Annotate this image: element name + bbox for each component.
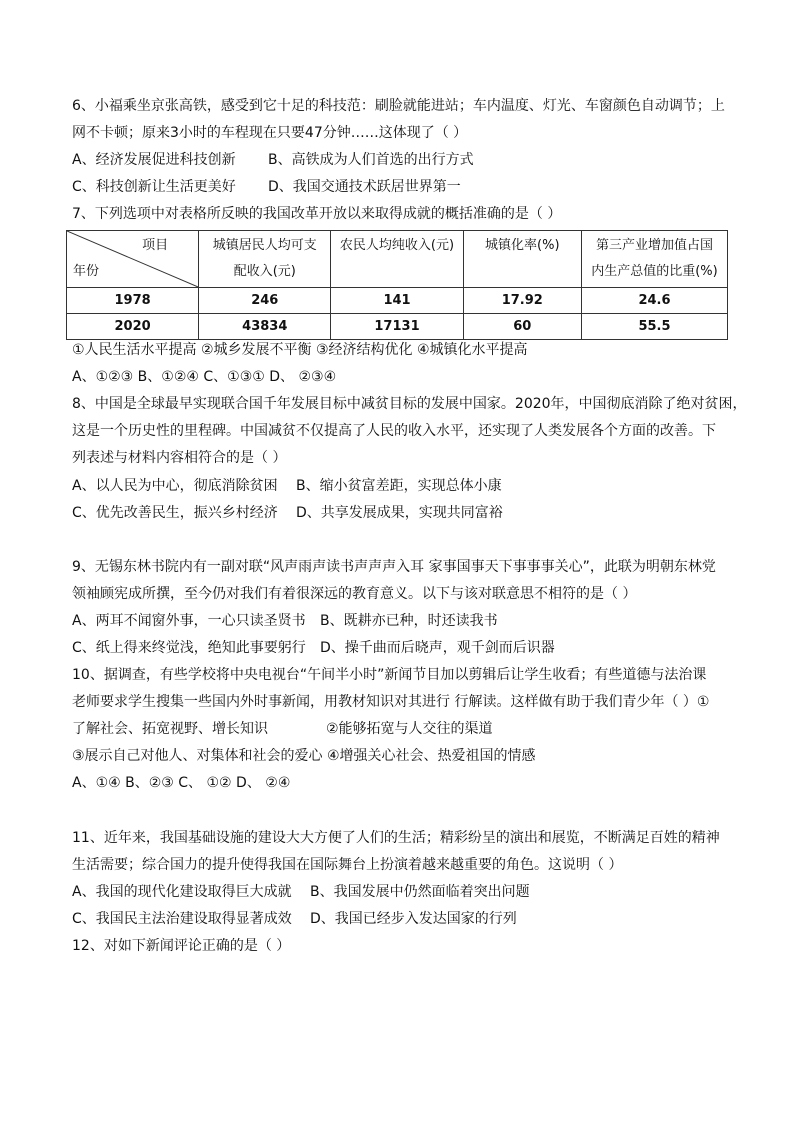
- table-row: [67, 314, 728, 340]
- table-cell: 246: [199, 288, 331, 314]
- q10-statement-1: 了解社会、拓宽视野、增长知识: [72, 721, 268, 737]
- header-text: 农民人均纯收入(元): [339, 238, 455, 253]
- q11-option-a: A、我国的现代化建设取得巨大成就: [72, 884, 292, 900]
- table-corner-cell: [67, 231, 199, 288]
- table-cell: 17.92: [463, 288, 581, 314]
- table-cell: 55.5: [581, 314, 727, 340]
- q6-option-a: A、经济发展促进科技创新: [72, 152, 236, 168]
- q7-data-table: [66, 230, 728, 340]
- header-text: 第三产业增加值占国: [595, 238, 713, 253]
- q11-option-d: D、我国已经步入发达国家的行列: [310, 911, 517, 927]
- q10-stem-line1: 10、据调查，有些学校将中央电视台“午间半小时”新闻节目加以剪辑后让学生收看；有些道德与法治课: [72, 667, 707, 683]
- table-cell: 60: [463, 314, 581, 340]
- table-row: [67, 288, 728, 314]
- header-text: 配收入(元): [233, 264, 296, 279]
- q11-option-b: B、我国发展中仍然面临着突出问题: [310, 884, 530, 900]
- table-header-cell: [463, 231, 581, 288]
- table-cell: 2020: [67, 314, 199, 340]
- table-header-cell: [581, 231, 727, 288]
- q8-option-c: C、优先改善民生，振兴乡村经济: [72, 505, 278, 521]
- table-header-cell: [331, 231, 463, 288]
- table-cell: 43834: [199, 314, 331, 340]
- q10-stem-line2: 老师要求学生搜集一些国内外时事新闻，用教材知识对其进行 行解读。这样做有助于我们青少年（ ）①: [72, 694, 710, 710]
- q6-option-c: C、科技创新让生活更美好: [72, 179, 236, 195]
- header-text: 城镇居民人均可支: [212, 238, 317, 253]
- table-cell: 1978: [67, 288, 199, 314]
- table-cell: 24.6: [581, 288, 727, 314]
- corner-label-year: 年份: [73, 264, 100, 279]
- q9-option-b: B、既耕亦已种，时还读我书: [320, 613, 498, 629]
- q8-stem-line2: 这是一个历史性的里程碑。中国减贫不仅提高了人民的收入水平，还实现了人类发展各个方面的改善。下: [72, 423, 716, 439]
- q6-stem-line2: 网不卡顿；原来3小时的车程现在只要47分钟……这体现了（ ）: [72, 125, 468, 141]
- table-cell: 141: [331, 288, 463, 314]
- table-header-cell: [199, 231, 331, 288]
- q9-stem-line1: 9、无锡东林书院内有一副对联“风声雨声读书声声声入耳 家事国事天下事事事关心”，此联为明朝东林党: [72, 559, 716, 575]
- corner-label-item: 项目: [142, 238, 169, 253]
- q11-stem-line1: 11、近年来，我国基础设施的建设大大方便了人们的生活；精彩纷呈的演出和展览，不断满足百姓的精神: [72, 830, 720, 846]
- q11-stem-line2: 生活需要；综合国力的提升使得我国在国际舞台上扮演着越来越重要的角色。这说明（ ）: [72, 857, 623, 873]
- header-text: 城镇化率(%): [485, 238, 560, 253]
- table-cell: 17131: [331, 314, 463, 340]
- q9-option-a: A、两耳不闻窗外事，一心只读圣贤书: [72, 613, 306, 629]
- q11-option-c: C、我国民主法治建设取得显著成效: [72, 911, 292, 927]
- q6-option-b: B、高铁成为人们首选的出行方式: [268, 152, 474, 168]
- header-text: 内生产总值的比重(%): [591, 264, 718, 279]
- q12-stem: 12、对如下新闻评论正确的是（ ）: [72, 938, 291, 954]
- q9-option-d: D、操千曲而后晓声，观千剑而后识器: [320, 640, 555, 656]
- table-header-row: [67, 231, 728, 288]
- q7-options: A、①②③ B、①②④ C、①③① D、 ②③④: [72, 369, 337, 385]
- q8-option-a: A、以人民为中心，彻底消除贫困: [72, 478, 278, 494]
- q7-statements: ①人民生活水平提高 ②城乡发展不平衡 ③经济结构优化 ④城镇化水平提高: [72, 342, 528, 358]
- q9-option-c: C、纸上得来终觉浅，绝知此事要躬行: [72, 640, 306, 656]
- q10-statement-2: ②能够拓宽与人交往的渠道: [326, 721, 493, 737]
- q10-options: A、①④ B、②③ C、 ①② D、 ②④: [72, 775, 291, 791]
- q8-option-b: B、缩小贫富差距，实现总体小康: [296, 478, 502, 494]
- q10-statements-3-4: ③展示自己对他人、对集体和社会的爱心 ④增强关心社会、热爱祖国的情感: [72, 748, 536, 764]
- q6-stem-line1: 6、小福乘坐京张高铁，感受到它十足的科技范：刷脸就能进站；车内温度、灯光、车窗颜色自动调节；上: [72, 98, 725, 114]
- q7-stem: 7、下列选项中对表格所反映的我国改革开放以来取得成就的概括准确的是（ ）: [72, 206, 562, 222]
- q8-option-d: D、共享发展成果，实现共同富裕: [296, 505, 503, 521]
- q6-option-d: D、我国交通技术跃居世界第一: [268, 179, 461, 195]
- q9-stem-line2: 领袖顾宪成所撰，至今仍对我们有着很深远的教育意义。以下与该对联意思不相符的是（ ）: [72, 586, 637, 602]
- q8-stem-line1: 8、中国是全球最早实现联合国千年发展目标中减贫目标的发展中国家。2020年，中国彻底消除了绝对贫困，: [72, 396, 747, 412]
- q8-stem-line3: 列表述与材料内容相符合的是（ ）: [72, 450, 287, 466]
